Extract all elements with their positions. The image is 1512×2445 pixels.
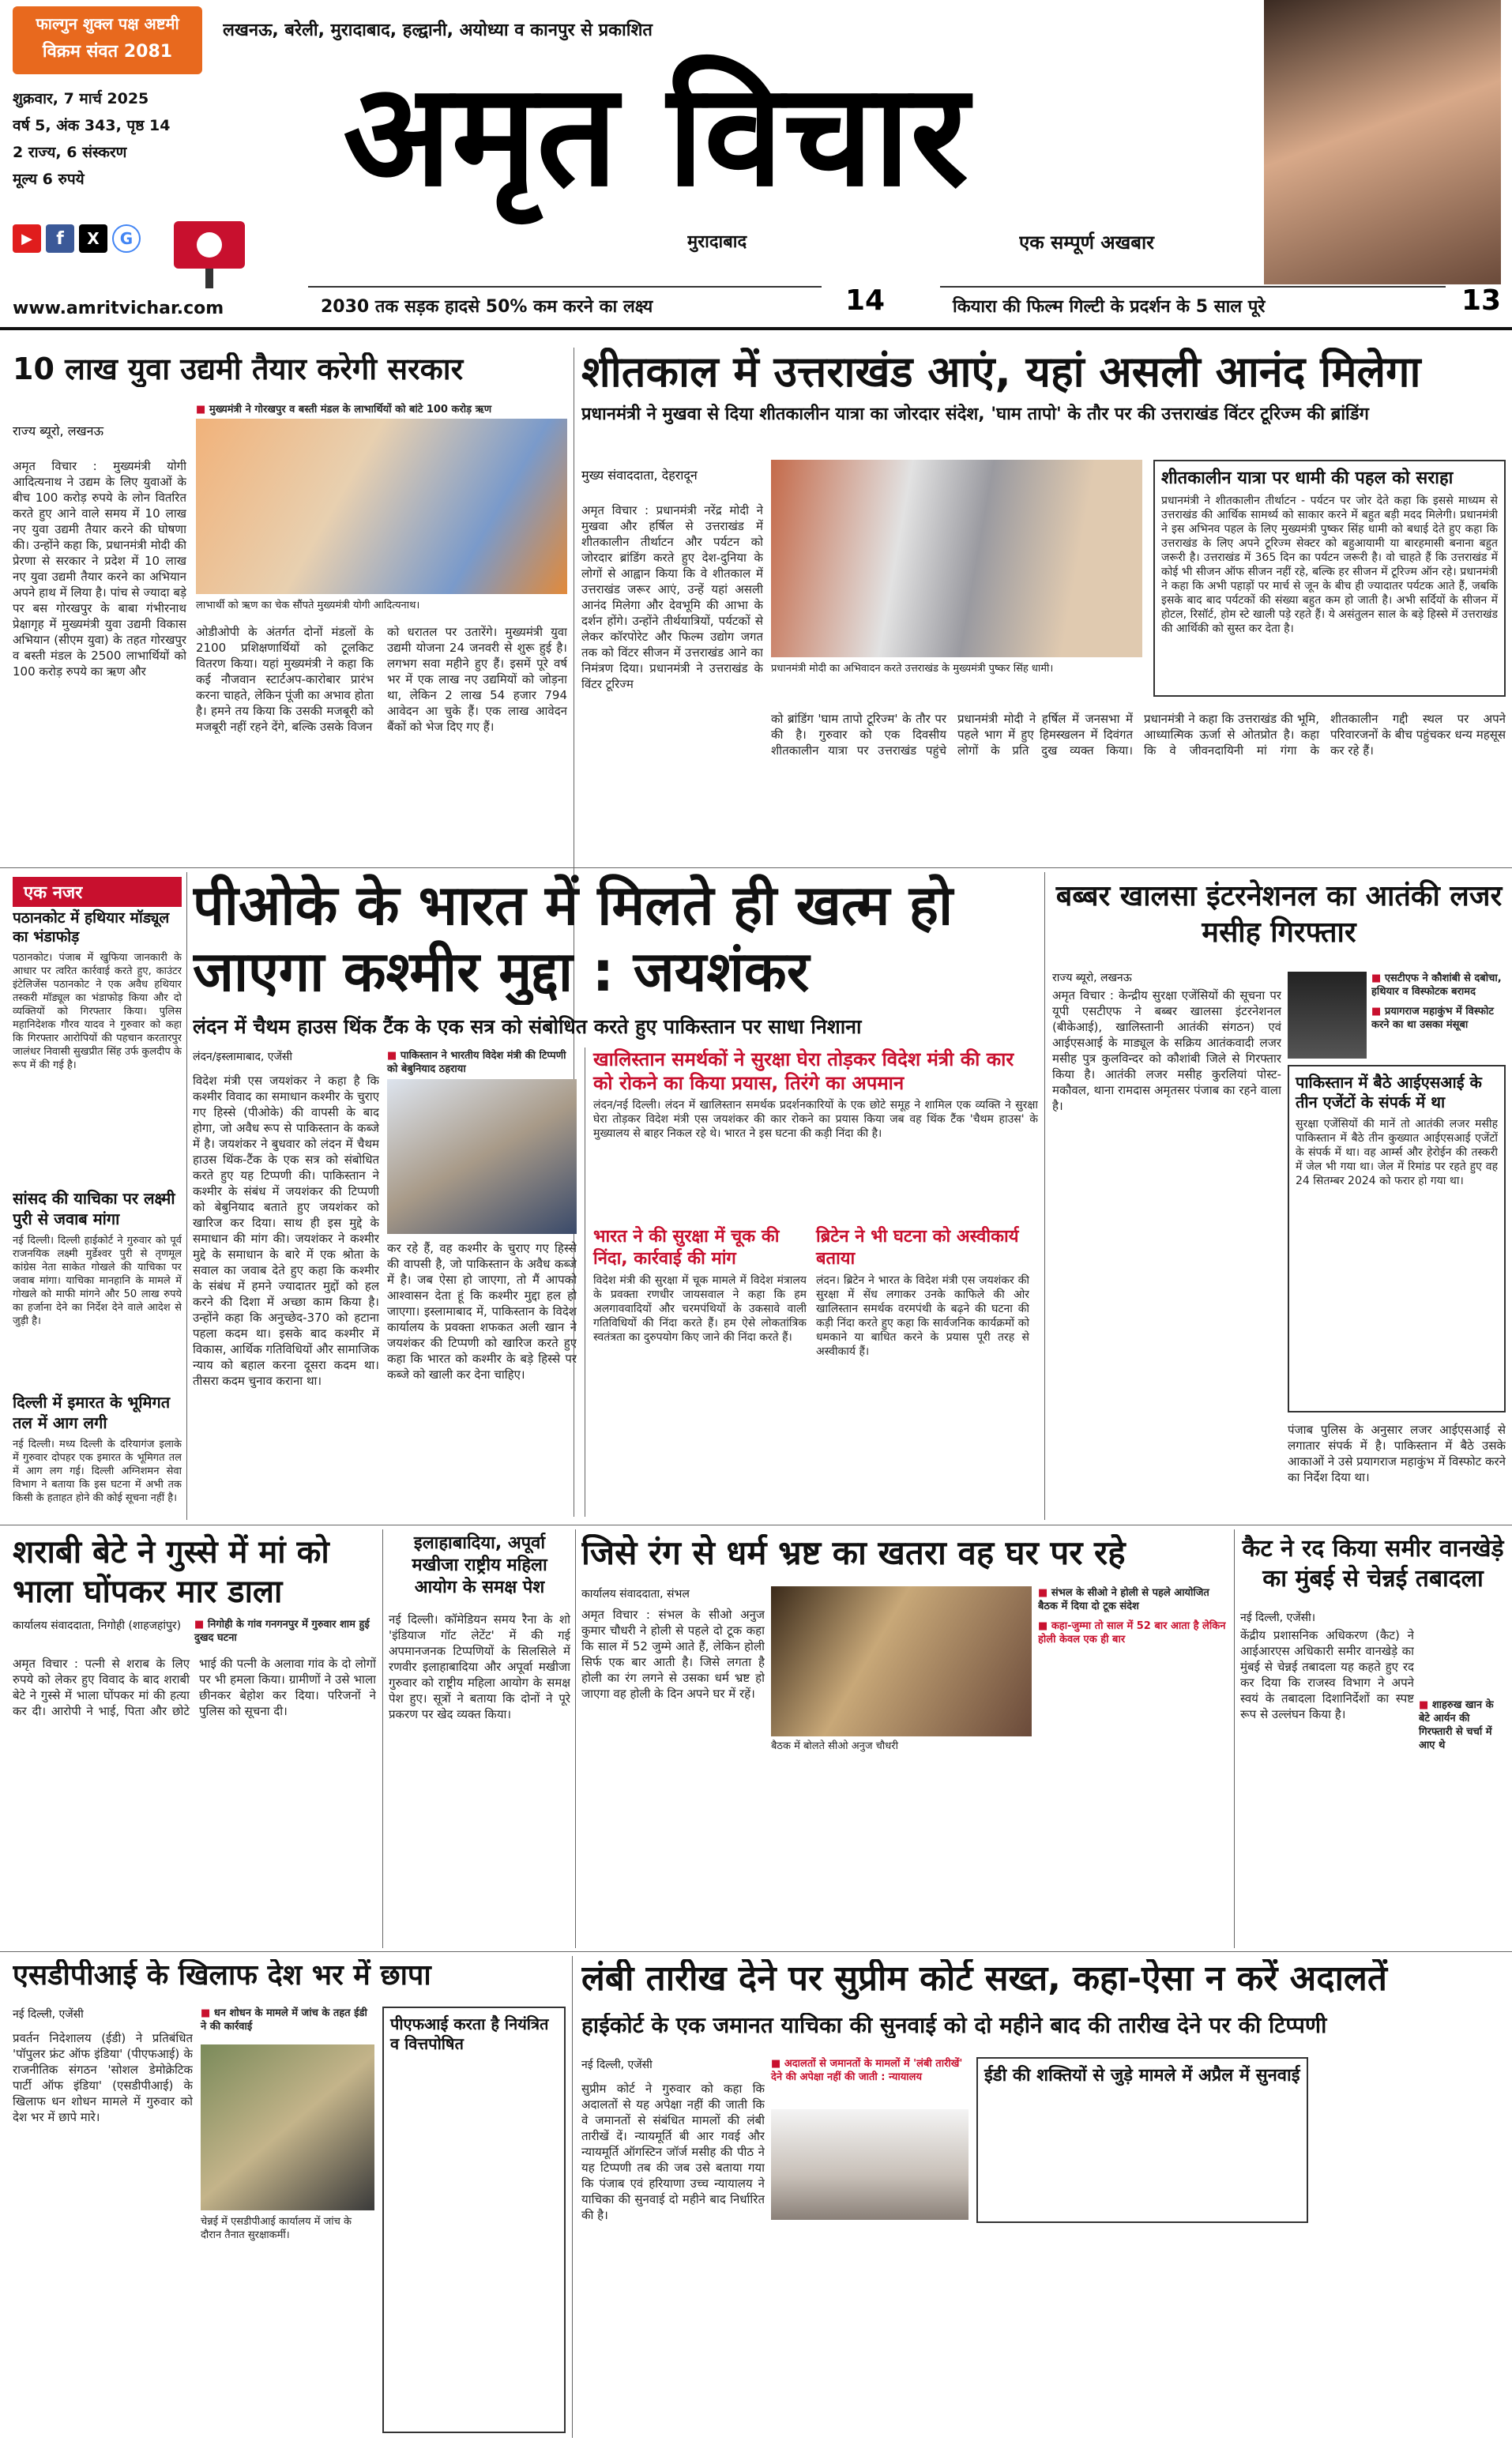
- divider: [0, 867, 1512, 868]
- panchang-line2: विक्रम संवत 2081: [42, 42, 173, 62]
- story3-subhead: लंदन में चैथम हाउस थिंक टैंक के एक सत्र को संबोधित करते हुए पाकिस्तान पर साधा निशाना: [193, 1015, 862, 1038]
- story6-text: नई दिल्ली। कॉमेडियन समय रैना के शो 'इंडियाज गॉट लेटेंट' में की गई अपमानजनक टिप्पणियों के सिलसिले में रणवीर इलाहाबादिया और अपूर्वा मखीजा गुरुवार को राष्ट्रीय महिला आयोग के समक्ष पेश हुए। सूत्रों ने बताया कि दोनों ने पूरे प्रकरण पर खेद व्यक्त किया।: [389, 1612, 570, 1721]
- story5-headline: शराबी बेटे ने गुस्से में मां को भाला घोंपकर मार डाला: [13, 1534, 329, 1610]
- story10-byline: नई दिल्ली, एजेंसी: [581, 2059, 653, 2071]
- divider: [382, 1529, 383, 1948]
- masthead-rule: [0, 327, 1512, 330]
- story3-side-text1: लंदन/नई दिल्ली। लंदन में खालिस्तान समर्थक प्रदर्शनकारियों के एक छोटे समूह ने शामिल एक व्यक्ति ने सुरक्षा घेरा तोड़कर विदेश मंत्री एस जयशंकर की कार रोकने का प्रयास किया जब वह थिंक टैंक 'चैथम हाउस' के मुख्यालय से बाहर निकल रहे थे। भारत ने इस घटना की कड़ी निंदा की है।: [593, 1099, 1038, 1140]
- story7-bullets: [1038, 1586, 1228, 1646]
- divider: [0, 1951, 1512, 1952]
- story2-photo-caption: प्रधानमंत्री मोदी का अभिवादन करते उत्तराखंड के मुख्यमंत्री पुष्कर सिंह धामी।: [771, 663, 1054, 675]
- story10-sidebox: [976, 2057, 1308, 2223]
- teaser-left-text: 2030 तक सड़क हादसे 50% कम करने का लक्ष्य: [321, 297, 653, 317]
- story8-bullet: ■ शाहरुख खान के बेटे आर्यन की गिरफ्तारी से चर्चा में आए थे: [1419, 1698, 1506, 1752]
- story4-bottom-text: पंजाब पुलिस के अनुसार लजर आईएसआई से लगातार संपर्क में है। पाकिस्तान में बैठे उसके आकाओं ने उसे प्रयागराज महाकुंभ में विस्फोट करने का निर्देश दिया था।: [1288, 1423, 1506, 1484]
- story7-byline: कार्यालय संवाददाता, संभल: [581, 1588, 690, 1601]
- mic-logo-icon: [166, 213, 261, 292]
- story5-bullet: ■ निगोही के गांव गनगनपुर में गुरुवार शाम हुई दुखद घटना: [194, 1618, 376, 1645]
- story3-headline: पीओके के भारत में मिलते ही खत्म हो जाएगा कश्मीर मुद्दा : जयशंकर: [193, 873, 953, 1004]
- story1-col3: को धरातल पर उतारेंगे। मुख्यमंत्री युवा उद्यमी योजना 24 जनवरी से शुरू हुई है। लगभग सवा महीने हुए हैं। इसमें पूरे वर्ष भर में एक लाख नए उद्यमियों को जोड़ना था, लेकिन 2 लाख 54 हजार 794 आवेदन आ चुके हैं। एक लाख आवेदन बैंकों को भेज दिए गए हैं।: [387, 625, 567, 734]
- story3-col1: विदेश मंत्री एस जयशंकर ने कहा है कि कश्मीर विवाद का समाधान कश्मीर के चुराए गए हिस्से (पीओके) की वापसी के बाद होगा, जो अवैध रूप से पाकिस्तान के कब्जे में है। जयशंकर ने बुधवार को लंदन में चैथम हाउस थिंक-टैंक के एक सत्र को संबोधित करते हुए यह टिप्पणी की। पाकिस्तान ने कश्मीर के संबंध में जयशंकर की टिप्पणी को बेबुनियाद बताते हुए जयशंकर को खारिज कर दिया। साथ ही इस मुद्दे के समाधान की मांग की। जयशंकर ने कश्मीर मुद्दे के समाधान के बारे में एक श्रोता के सवाल का जवाब देते हुए कहा कि कश्मीर के संबंध में हमने ज्यादातर मुद्दों को हल करने की दिशा में अच्छा काम किया है। उन्होंने कहा कि अनुच्छेद-370 को हटाना पहला कदम था। इसके बाद कश्मीर में विकास, आर्थिक गतिविधियों और सामाजिक न्याय को बहाल करना दूसरा कदम था। तीसरा कदम चुनाव कराना था।: [193, 1074, 379, 1388]
- teaser-left[interactable]: [308, 286, 822, 322]
- story4-sidebox: [1288, 1065, 1506, 1412]
- x-icon[interactable]: X: [79, 224, 107, 253]
- panchang-badge: [13, 6, 202, 74]
- paper-title: अमृत विचार: [343, 51, 969, 218]
- issue-price: मूल्य 6 रुपये: [13, 171, 85, 188]
- story2-box-text: प्रधानमंत्री ने शीतकालीन तीर्थाटन - पर्यटन पर जोर देते कहा कि इससे माध्यम से उत्तराखंड की आर्थिक सामर्थ्य को साकार करने में बहुत बड़ी मदद मिलेगी। प्रधानमंत्री ने इस अभिनव पहल के लिए मुख्यमंत्री पुष्कर सिंह धामी को बधाई देते हुए कहा कि उत्तराखंड के लिए अपने टूरिज्म सेक्टर को बहुआयामी या बारहमासी बनाना बहुत जरूरी है। उत्तराखंड में 365 दिन का पर्यटन जरूरी है। वो चाहते हैं कि उत्तराखंड में कोई भी सीजन ऑफ सीजन नहीं रहे, बल्कि हर सीजन में टूरिज्म ऑन रहे। प्रधानमंत्री ने कहा कि अभी पहाड़ों पर मार्च से जून के बीच ही ज्यादातर पर्यटक आते हैं, जबकि इसके बाद बाद पर्यटकों की संख्या बहुत कम हो जाती है। अभी सर्दियों के सीजन में होटल, रिसॉर्ट, होम स्टे खाली पड़े रहते हैं। ये असंतुलन साल के बड़े हिस्से में उत्तराखंड की आर्थिकी को सुस्त कर देता है।: [1161, 495, 1498, 635]
- teaser-right-page: 13: [1461, 284, 1502, 317]
- divider: [575, 1529, 576, 1948]
- sidebar-item2-title: सांसद की याचिका पर लक्ष्मी पुरी से जवाब मांगा: [13, 1189, 175, 1228]
- story1-col1: अमृत विचार : मुख्यमंत्री योगी आदित्यनाथ ने उद्यम के लिए युवाओं के बीच 100 करोड़ रुपये के लोन वितरित करते हुए आने वाले समय में 10 लाख नए युवा उद्यमी तैयार करने की घोषणा की। उन्होंने कहा कि, प्रधानमंत्री मोदी की प्रेरणा से सरकार ने प्रदेश में 10 लाख नए युवा उद्यमी तैयार करने का अभियान अपने हाथ में लिया है। पांच से ज्यादा बड़े पर बस गोरखपुर के बाबा गंभीरनाथ प्रेक्षागृह में मुख्यमंत्री युवा उद्यमी विकास अभियान (सीएम युवा) के तहत गोरखपुर व बस्ती मंडल के 2500 लाभार्थियों को 100 करोड़ रुपये का ऋण और: [13, 459, 186, 679]
- story3-col2: कर रहे हैं, वह कश्मीर के चुराए गए हिस्से की वापसी है, जो पाकिस्तान के अवैध कब्जे में है। जब ऐसा हो जाएगा, तो मैं आपको आश्वासन देता हूं कि कश्मीर मुद्दा हल हो जाएगा। इस्लामाबाद में, पाकिस्तान के विदेश कार्यालय के प्रवक्ता शफकत अली खान ने जयशंकर की टिप्पणी को खारिज करते हुए कहा कि भारत को कश्मीर के बड़े हिस्से पर कब्जे को खाली कर देना चाहिए।: [387, 1241, 577, 1382]
- divider: [572, 1956, 573, 2438]
- issue-date: शुक्रवार, 7 मार्च 2025: [13, 90, 149, 107]
- teaser-left-page: 14: [845, 284, 886, 317]
- teaser-right[interactable]: [940, 286, 1446, 322]
- story7-photo: [771, 1586, 1032, 1736]
- story4-headline: बब्बर खालसा इंटरनेशनल का आतंकी लजर मसीह गिरफ्तार: [1055, 880, 1503, 949]
- story10-subhead: हाईकोर्ट के एक जमानत याचिका की सुनवाई को दो महीने बाद की तारीख देने पर की टिप्पणी: [581, 2013, 1327, 2038]
- story10-photo: [771, 2109, 969, 2220]
- story9-photo-caption: चेन्नई में एसडीपीआई कार्यालय में जांच के दौरान तैनात सुरक्षाकर्मी।: [201, 2216, 352, 2241]
- story8-headline: कैट ने रद किया समीर वानखेड़े का मुंबई से चेन्नई तबादला: [1242, 1535, 1504, 1593]
- story4-byline: राज्य ब्यूरो, लखनऊ: [1052, 972, 1132, 984]
- story3-side-title2: भारत ने की सुरक्षा में चूक की निंदा, कार्रवाई की मांग: [593, 1227, 780, 1269]
- website-url[interactable]: www.amritvichar.com: [13, 299, 224, 318]
- youtube-icon[interactable]: ▶: [13, 224, 41, 253]
- story9-box-title: पीएफआई करता है नियंत्रित व वित्तपोषित: [390, 2014, 549, 2053]
- teaser-right-text: कियारा की फिल्म गिल्टी के प्रदर्शन के 5 साल पूरे: [953, 297, 1266, 317]
- story9-text: प्रवर्तन निदेशालय (ईडी) ने प्रतिबंधित 'पॉपुलर फ्रंट ऑफ इंडिया' (पीएफआई) के राजनीतिक संगठन 'सोशल डेमोक्रेटिक पार्टी ऑफ इंडिया' (एसडीपीआई) के खिलाफ धन शोधन मामले में गुरुवार को देश भर में छापे मारे।: [13, 2031, 193, 2124]
- sidebar-item2-text: नई दिल्ली। दिल्ली हाईकोर्ट ने गुरुवार को पूर्व राजनयिक लक्ष्मी मुर्डेश्वर पुरी से तृणमूल कांग्रेस नेता साकेत गोखले की याचिका पर जवाब मांगा। याचिका मानहानि के मामले में गोखले को माफी मांगने और 50 लाख रुपये का हर्जाना देने का निर्देश देने वाले आदेश से जुड़ी है।: [13, 1235, 182, 1327]
- facebook-icon[interactable]: f: [46, 224, 74, 253]
- story3-byline: लंदन/इस्लामाबाद, एजेंसी: [193, 1051, 293, 1063]
- story10-box-title: ईडी की शक्तियों से जुड़े मामले में अप्रैल में सुनवाई: [984, 2066, 1300, 2086]
- story4-bullet1: ■ एसटीएफ ने कौशांबी से दबोचा, हथियार व विस्फोटक बरामद: [1371, 972, 1506, 999]
- google-icon[interactable]: G: [112, 224, 141, 253]
- story1-photo: [196, 419, 567, 594]
- story7-photo-caption: बैठक में बोलते सीओ अनुज चौधरी: [771, 1740, 898, 1752]
- divider: [186, 872, 187, 1520]
- story3-photo-caption: ■ पाकिस्तान ने भारतीय विदेश मंत्री की टिप्पणी को बेबुनियाद ठहराया: [387, 1049, 577, 1076]
- issue-states: 2 राज्य, 6 संस्करण: [13, 144, 127, 161]
- story4-box-title: पाकिस्तान में बैठे आईएसआई के तीन एजेंटों के संपर्क में था: [1296, 1073, 1482, 1112]
- social-icons: [13, 224, 163, 256]
- story4-photo: [1288, 972, 1367, 1059]
- story9-sidebox: [382, 2007, 566, 2433]
- story6-headline: इलाहाबादिया, अपूर्वा मखीजा राष्ट्रीय महिला आयोग के समक्ष पेश: [412, 1533, 547, 1597]
- story2-box-title: शीतकालीन यात्रा पर धामी की पहल को सराहा: [1161, 468, 1454, 488]
- sidebar-label: एक नजर: [13, 877, 182, 907]
- story3-side-text2: विदेश मंत्री की सुरक्षा में चूक मामले में विदेश मंत्रालय के प्रवक्ता रणधीर जायसवाल ने कहा कि हम अलगाववादियों और चरमपंथियों के उकसावे वाली गतिविधियों की निंदा करते हैं। हम ऐसे लोकतांत्रिक स्वतंत्रता का दुरुपयोग किए जाने की निंदा करते हैं।: [593, 1274, 807, 1344]
- story3-side-title3: ब्रिटेन ने भी घटना को अस्वीकार्य बताया: [816, 1227, 1019, 1269]
- story8-byline: नई दिल्ली, एजेंसी।: [1240, 1612, 1316, 1624]
- issue-info: [13, 85, 202, 193]
- story3-side-title1: खालिस्तान समर्थकों ने सुरक्षा घेरा तोड़कर विदेश मंत्री की कार को रोकने का किया प्रयास, तिरंगे का अपमान: [593, 1048, 1014, 1094]
- story2-col1: अमृत विचार : प्रधानमंत्री नरेंद्र मोदी ने मुखवा और हर्षिल से उत्तराखंड में शीतकालीन तीर्थाटन और पर्यटन को जोरदार ब्रांडिंग करते हुए देश-दुनिया के लोगों से आह्वान किया कि वे शीतकाल में उत्तराखंड जरूर आएं, उन्हें यहां असली आनंद मिलेगा और देवभूमि की आभा के दर्शन होंगे। उन्होंने तीर्थयात्रियों, पर्यटकों से लेकर कॉरपोरेट और फिल्म उद्योग जगत तक को विंटर सीजन में उत्तराखंड आने का निमंत्रण दिया। प्रधानमंत्री ने उत्तराखंड के विंटर टूरिज्म: [581, 503, 763, 691]
- story1-photo-caption: लाभार्थी को ऋण का चेक सौंपते मुख्यमंत्री योगी आदित्यनाथ।: [196, 600, 420, 611]
- publication-cities: लखनऊ, बरेली, मुरादाबाद, हल्द्वानी, अयोध्या व कानपुर से प्रकाशित: [223, 21, 653, 40]
- story5-byline: कार्यालय संवाददाता, निगोही (शाहजहांपुर): [13, 1619, 182, 1632]
- story2-subhead: प्रधानमंत्री ने मुखवा से दिया शीतकालीन यात्रा का जोरदार संदेश, 'घाम तापो' के तौर पर की उत्तराखंड विंटर टूरिज्म की ब्रांडिंग: [581, 404, 1369, 424]
- story9-byline: नई दिल्ली, एजेंसी: [13, 2008, 84, 2021]
- story10-quote: ■ अदालतों से जमानतों के मामलों में 'लंबी तारीखें' देने की अपेक्षा नहीं की जाती : न्यायालय: [771, 2057, 969, 2084]
- story1-photo-caption-top: ■ मुख्यमंत्री ने गोरखपुर व बस्ती मंडल के लाभार्थियों को बांटे 100 करोड़ ऋण: [196, 403, 567, 416]
- story9-headline: एसडीपीआई के खिलाफ देश भर में छापा: [13, 1959, 431, 1992]
- story7-bullet1: ■ संभल के सीओ ने होली से पहले आयोजित बैठक में दिया दो टूक संदेश: [1038, 1586, 1228, 1613]
- story7-text: अमृत विचार : संभल के सीओ अनुज कुमार चौधरी ने होली से पहले दो टूक कहा कि साल में 52 जुम्मे आते हैं, लेकिन होली सिर्फ एक बार आती है। जिसे लगता है होली का रंग लगने से उसका धर्म भ्रष्ट हो जाएगा वह होली के दिन अपने घर में रहें।: [581, 1608, 765, 1701]
- story10-headline: लंबी तारीख देने पर सुप्रीम कोर्ट सख्त, कहा-ऐसा न करें अदालतें: [581, 1959, 1387, 1999]
- story9-photo: [201, 2044, 374, 2210]
- sidebar-item3-text: नई दिल्ली। मध्य दिल्ली के दरियागंज इलाके में गुरुवार दोपहर एक इमारत के भूमिगत तल में आग लग गई। दिल्ली अग्निशमन सेवा विभाग ने बताया कि इस घटना में अभी तक किसी के हताहत होने की कोई सूचना नहीं है।: [13, 1439, 182, 1504]
- panchang-line1: फाल्गुन शुक्ल पक्ष अष्टमी: [36, 14, 179, 33]
- celebrity-photo: [1264, 0, 1501, 284]
- story2-byline: मुख्य संवाददाता, देहरादून: [581, 468, 698, 483]
- story9-bullet: ■ धन शोधन के मामले में जांच के तहत ईडी ने की कार्रवाई: [201, 2007, 374, 2033]
- story4-box-text: सुरक्षा एजेंसियों की मानें तो आतंकी लजर मसीह पाकिस्तान में बैठे तीन कुख्यात आईएसआई एजेंटों के संपर्क में था। वह आर्म्स और हेरोईन की तस्करी में जेल भी गया था। जेल में रिमांड पर रहते हुए वह 24 सितम्बर 2024 को फरार हो गया था।: [1296, 1118, 1498, 1187]
- story5-text: अमृत विचार : पत्नी से शराब के लिए रुपये को लेकर हुए विवाद के बाद शराबी बेटे ने गुस्से में भाला घोंपकर मां की हत्या कर दी। आरोपी ने भाई, पिता और छोटे भाई की पत्नी के अलावा गांव के दो लोगों पर भी हमला किया। ग्रामीणों ने उसे भाला छीनकर बेहोश कर दिया। परिजनों ने पुलिस को सूचना दी।: [13, 1657, 376, 1718]
- story4-bullet2: ■ प्रयागराज महाकुंभ में विस्फोट करने का था उसका मंसूबा: [1371, 1005, 1506, 1032]
- divider: [1044, 872, 1045, 1520]
- story10-text: सुप्रीम कोर्ट ने गुरुवार को कहा कि अदालतों से यह अपेक्षा नहीं की जाती कि वे जमानतों से संबंधित मामलों की लंबी तारीखें दें। न्यायमूर्ति बी आर गवई और न्यायमूर्ति ऑगस्टिन जॉर्ज मसीह की पीठ ने यह टिप्पणी तब की जब उसे बताया गया कि पंजाब एवं हरियाणा उच्च न्यायालय ने याचिका की सुनवाई दो महीने बाद निर्धारित की है।: [581, 2082, 765, 2222]
- issue-volume: वर्ष 5, अंक 343, पृष्ठ 14: [13, 117, 171, 134]
- story3-side-text3: लंदन। ब्रिटेन ने भारत के विदेश मंत्री एस जयशंकर की सुरक्षा में सेंध लगाकर उनके काफिले की ओर खालिस्तान समर्थक वरमपंथी के बढ़ने की घटना की कड़ी निंदा करते हुए कहा कि सार्वजनिक कार्यक्रमों को धमकाने या बाधित करने के प्रयास पूरी तरह से अस्वीकार्य हैं।: [816, 1274, 1029, 1358]
- story2-headline: शीतकाल में उत्तराखंड आएं, यहां असली आनंद मिलेगा: [581, 348, 1421, 397]
- divider: [1234, 1529, 1235, 1948]
- story3-sidebar-box: [585, 1048, 1038, 1517]
- story2-sidebox: [1153, 460, 1506, 697]
- story3-photo: [387, 1079, 577, 1234]
- story7-bullet2: ■ कहा-जुम्मा तो साल में 52 बार आता है लेकिन होली केवल एक ही बार: [1038, 1619, 1228, 1646]
- story1-col2: ओडीओपी के अंतर्गत दोनों मंडलों के 2100 प्रशिक्षणार्थियों को टूलकिट वितरण किया। यहां मुख्यमंत्री ने कहा कि कई नौजवान स्टार्टअप-कारोबार प्रारंभ करना चाहते, लेकिन पूंजी का अभाव होता है। हमने तय किया कि उसकी मजबूरी को मजबूरी नहीं रहने देंगे, बल्कि उसके विजन: [196, 625, 374, 734]
- edition-name: मुरादाबाद: [687, 232, 747, 252]
- sidebar-item1-title: पठानकोट में हथियार मॉड्यूल का भंडाफोड़: [13, 909, 170, 946]
- story2-bottom-text: को ब्रांडिंग 'घाम तापो टूरिज्म' के तौर पर की है। गुरुवार को एक दिवसीय शीतकालीन यात्रा पर उत्तराखंड पहुंचे प्रधानमंत्री मोदी ने हर्षिल में जनसभा में पहले भाग में हुए हिमस्खलन में दिवंगत लोगों के प्रति दुख व्यक्त किया। प्रधानमंत्री ने कहा कि उत्तराखंड की भूमि, आध्यात्मिक ऊर्जा से ओतप्रोत है। कहा कि वे जीवनदायिनी मां गंगा के शीतकालीन गद्दी स्थल पर अपने परिवारजनों के बीच पहुंचकर धन्य महसूस कर रहे हैं।: [771, 712, 1506, 758]
- sidebar-item1-text: पठानकोट। पंजाब में खुफिया जानकारी के आधार पर त्वरित कार्रवाई करते हुए, काउंटर इंटेलिजेंस पठानकोट ने एक अवैध हथियार तस्करी मॉड्यूल का भंडाफोड़ किया और दो व्यक्तियों को गिरफ्तार किया। पुलिस महानिदेशक गौरव यादव ने गुरुवार को कहा कि गिरफ्तार आरोपियों की पहचान करतारपुर जालंधर निवासी सुखप्रीत सिंह उर्फ कुलदीप के रूप में की गई है।: [13, 952, 182, 1071]
- story8-text: केंद्रीय प्रशासनिक अधिकरण (कैट) ने आईआरएस अधिकारी समीर वानखेड़े का मुंबई से चेन्नई तबादला यह कहते हुए रद कर दिया कि राजस्व विभाग ने अपने स्वयं के तबादला दिशानिर्देशों का स्पष्ट रूप से उल्लंघन किया है।: [1240, 1628, 1414, 1721]
- story2-photo: [771, 460, 1142, 657]
- story7-headline: जिसे रंग से धर्म भ्रष्ट का खतरा वह घर पर रहे: [581, 1534, 1126, 1572]
- story1-byline: राज्य ब्यूरो, लखनऊ: [13, 423, 104, 438]
- story4-bullets: [1371, 972, 1506, 1032]
- story1-headline: 10 लाख युवा उद्यमी तैयार करेगी सरकार: [13, 352, 464, 386]
- paper-tagline: एक सम्पूर्ण अखबार: [1019, 231, 1154, 254]
- story4-col1: अमृत विचार : केन्द्रीय सुरक्षा एजेंसियों की सूचना पर यूपी एसटीएफ ने बब्बर खालसा इंटरनेशनल (बीकेआई), खालिस्तानी आतंकी संगठन) एवं आईएसआई के माड्यूल के सक्रिय आतंकवादी लजर मसीह पुत्र कुलविन्दर को कौशांबी जिले से गिरफ्तार किया है। आतंकी लजर मसीह कुरलियां पोस्ट-मकौवल, थाना रामदास अमृतसर पंजाब का रहने वाला है।: [1052, 988, 1281, 1113]
- sidebar-item3-title: दिल्ली में इमारत के भूमिगत तल में आग लगी: [13, 1393, 171, 1432]
